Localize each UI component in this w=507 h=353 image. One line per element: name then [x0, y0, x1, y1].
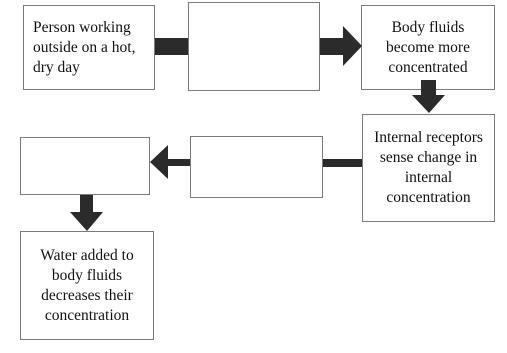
arrow-body-fluids-to-receptors [412, 80, 445, 113]
box-internal-receptors-text: Internal receptors sense change in internal concentration [374, 129, 483, 206]
arrow-blank-left-to-water-added [70, 195, 103, 231]
arrow-blank-middle-to-blank-left [150, 145, 190, 179]
box-body-fluids-concentrated-text: Body fluids become more concentrated [386, 18, 470, 76]
box-person-working-text: Person working outside on a hot, dry day [33, 19, 136, 76]
arrow-blank-top-to-body-fluids [320, 26, 362, 66]
arrow-person-to-blank-top [155, 38, 188, 55]
arrow-receptors-to-blank-middle [323, 159, 362, 167]
box-water-added-text: Water added to body fluids decreases their concentration [40, 246, 134, 324]
